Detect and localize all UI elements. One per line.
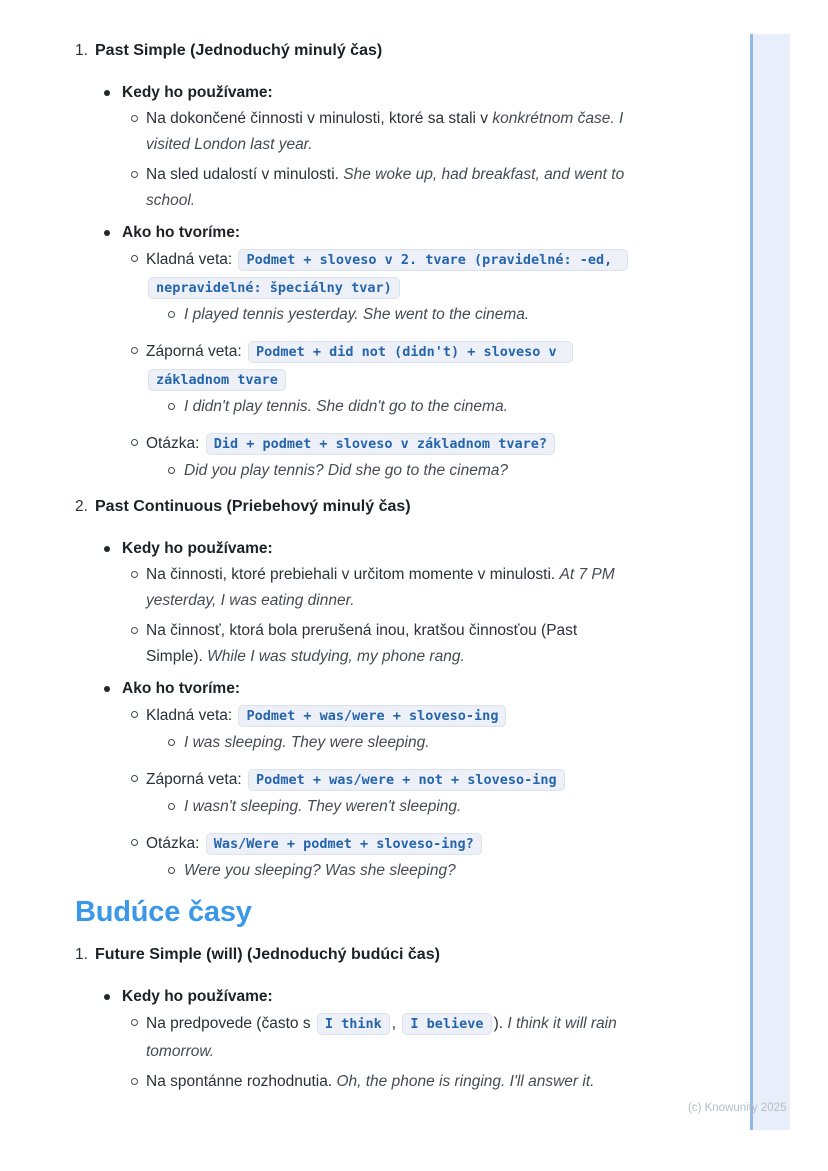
example-text: I was sleeping. They were sleeping. (184, 734, 430, 751)
form-affirmative-row (75, 246, 635, 302)
formula-code: Did + podmet + sloveso v základnom tvare? (206, 433, 555, 455)
usage-text: Na dokončené činnosti v minulosti, ktoré sa stali v (146, 110, 493, 127)
form-affirmative-row (75, 702, 635, 730)
usage-text: Na spontánne rozhodnutia. (146, 1073, 337, 1090)
usage-text: ). (493, 1015, 508, 1032)
section-past-simple (75, 38, 635, 484)
form-negative-row (75, 766, 635, 794)
usage-item (75, 162, 635, 214)
watermark: (c) Knowunity 2025 (688, 1102, 787, 1114)
usage-item (75, 562, 635, 614)
section-title-row (75, 494, 635, 520)
section-title: Future Simple (will) (Jednoduchý budúci čas) (95, 946, 440, 963)
section-title-row (75, 942, 635, 968)
form-label: Záporná veta: (146, 771, 246, 788)
list-number: 1. (75, 946, 88, 963)
list-number: 1. (75, 42, 88, 59)
form-label: Otázka: (146, 435, 204, 452)
list-number: 2. (75, 498, 88, 515)
usage-example-text: She woke up, had breakfast, and went to school. (146, 166, 625, 209)
form-label: Kladná veta: (146, 251, 237, 268)
section-title-row (75, 38, 635, 64)
section-past-continuous (75, 494, 635, 884)
usage-item (75, 618, 635, 670)
formula-code: Podmet + was/were + not + sloveso-ing (248, 769, 565, 791)
inline-code: I think (317, 1013, 390, 1035)
form-question-row (75, 830, 635, 858)
usage-heading: Kedy ho používame: (75, 536, 635, 562)
form-negative-row (75, 338, 635, 394)
usage-item (75, 106, 635, 158)
inline-code: I believe (402, 1013, 491, 1035)
example-item (75, 794, 635, 820)
formula-code: Podmet + sloveso v 2. tvare (pravidelné: -ed, nepravidelné: špeciálny tvar) (148, 249, 628, 299)
usage-item (75, 1010, 635, 1065)
usage-heading: Kedy ho používame: (75, 80, 635, 106)
usage-text: Na predpovede (často s (146, 1015, 315, 1032)
example-text: I played tennis yesterday. She went to the cinema. (184, 306, 530, 323)
example-item (75, 394, 635, 420)
form-heading: Ako ho tvoríme: (75, 220, 635, 246)
section-title: Past Continuous (Priebehový minulý čas) (95, 498, 411, 515)
example-text: Did you play tennis? Did she go to the cinema? (184, 462, 508, 479)
usage-heading: Kedy ho používame: (75, 984, 635, 1010)
usage-example-text: While I was studying, my phone rang. (207, 648, 465, 665)
usage-item (75, 1069, 635, 1095)
example-item (75, 302, 635, 328)
example-text: Were you sleeping? Was she sleeping? (184, 862, 456, 879)
usage-example-text: At 7 PM yesterday, I was eating dinner. (146, 566, 615, 609)
usage-example-text: konkrétnom čase. I visited London last year. (146, 110, 624, 153)
section-title: Past Simple (Jednoduchý minulý čas) (95, 42, 383, 59)
example-text: I wasn't sleeping. They weren't sleeping. (184, 798, 462, 815)
form-heading: Ako ho tvoríme: (75, 676, 635, 702)
example-item (75, 730, 635, 756)
form-label: Kladná veta: (146, 707, 237, 724)
example-item (75, 458, 635, 484)
future-tenses-heading: Budúce časy (75, 896, 252, 928)
section-future-simple (75, 942, 635, 1095)
usage-text: , (391, 1015, 401, 1032)
usage-example-text: I think it will rain tomorrow. (146, 1015, 617, 1060)
form-label: Záporná veta: (146, 343, 246, 360)
formula-code: Podmet + was/were + sloveso-ing (238, 705, 506, 727)
usage-text: Na činnosti, ktoré prebiehali v určitom momente v minulosti. (146, 566, 560, 583)
usage-example-text: Oh, the phone is ringing. I'll answer it. (336, 1073, 595, 1090)
usage-text: Na činnosť, ktorá bola prerušená inou, kratšou činnosťou (Past Simple). (146, 622, 578, 665)
form-label: Otázka: (146, 835, 204, 852)
example-item (75, 858, 635, 884)
form-question-row (75, 430, 635, 458)
usage-text: Na sled udalostí v minulosti. (146, 166, 344, 183)
example-text: I didn't play tennis. She didn't go to the cinema. (184, 398, 508, 415)
formula-code: Was/Were + podmet + sloveso-ing? (206, 833, 482, 855)
formula-code: Podmet + did not (didn't) + sloveso v základnom tvare (148, 341, 573, 391)
